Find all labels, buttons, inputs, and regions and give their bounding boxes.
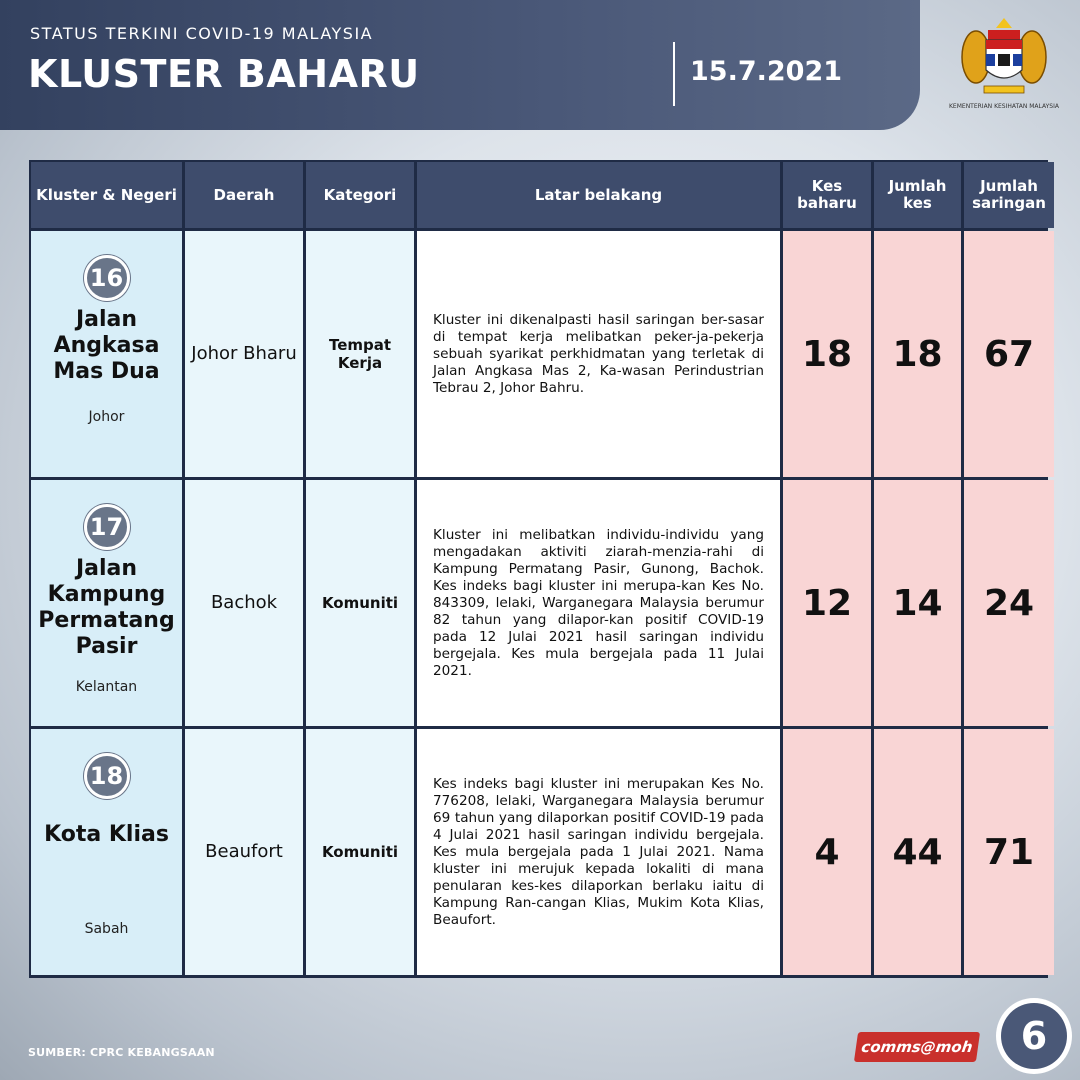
cluster-name: Kota Klias [44, 822, 169, 847]
jumlah-saringan-value: 71 [983, 831, 1035, 873]
latar-text: Kes indeks bagi kluster ini merupakan Kes No. 776208, lelaki, Warganegara Malaysia berumur 69 tahun yang dilaporkan positif COVID-19 pada 4 Julai 2021 hasil saringan individu bergejala. Kes mula bergejala pada 1 Julai 2021. Nama kluster ini merujuk kepada lokaliti di mana penularan kes-kes dilaporkan berlaku iaitu di Kampung Ran-cangan Klias, Mukim Kota Klias, Beaufort. [433, 775, 764, 928]
cluster-number-badge: 16 [84, 255, 130, 301]
jumlah-kes-cell [874, 231, 961, 477]
header-kes-baharu: Kes baharu [783, 162, 871, 228]
cluster-number-badge: 18 [84, 753, 130, 799]
header-divider [673, 42, 675, 106]
daerah-value: Beaufort [205, 841, 283, 862]
header-jumlah-saringan: Jumlah saringan [964, 162, 1054, 228]
daerah-cell [185, 729, 303, 975]
header-banner [0, 0, 920, 130]
kes-baharu-value: 18 [801, 333, 853, 375]
cluster-state: Kelantan [75, 679, 138, 695]
kes-baharu-cell [783, 480, 871, 726]
page-number: 6 [1001, 1003, 1067, 1069]
jumlah-saringan-cell [964, 231, 1054, 477]
page-number-badge [996, 998, 1072, 1074]
cluster-name: Jalan Kampung Permatang Pasir [38, 556, 175, 659]
latar-cell [417, 231, 780, 477]
kes-baharu-value: 12 [801, 582, 853, 624]
header-latar: Latar belakang [417, 162, 780, 228]
kategori-value: Komuniti [321, 594, 399, 612]
cluster-cell [31, 480, 182, 726]
jumlah-saringan-value: 24 [983, 582, 1035, 624]
cluster-name: Jalan Angkasa Mas Dua [53, 307, 160, 384]
jumlah-kes-value: 14 [892, 582, 943, 624]
jumlah-kes-cell [874, 480, 961, 726]
kategori-cell [306, 231, 414, 477]
latar-text: Kluster ini melibatkan individu-individu yang mengadakan aktiviti ziarah-menzia-rahi di Kampung Permatang Pasir, Gunong, Bachok. Kes indeks bagi kluster ini merupa-kan Kes No. 843309, lelaki, Warganegara Malaysia berumur 82 tahun yang dilapor-kan positif COVID-19 pada 12 Julai 2021 hasil saringan individu bergejala. Kes mula bergejala pada 11 Julai 2021. [433, 526, 764, 679]
source-note: SUMBER: CPRC KEBANGSAAN [28, 1046, 215, 1059]
jumlah-saringan-value: 67 [983, 333, 1035, 375]
latar-cell [417, 480, 780, 726]
jumlah-kes-cell [874, 729, 961, 975]
header-cluster: Kluster & Negeri [31, 162, 182, 228]
cluster-cell [31, 231, 182, 477]
jumlah-kes-value: 18 [892, 333, 943, 375]
kategori-cell [306, 480, 414, 726]
header-daerah: Daerah [185, 162, 303, 228]
header-kategori: Kategori [306, 162, 414, 228]
report-date: 15.7.2021 [690, 56, 843, 87]
cluster-table [29, 160, 1048, 978]
cluster-state: Johor [88, 409, 125, 425]
ministry-logo [940, 12, 1068, 120]
malaysia-coat-of-arms-icon [954, 12, 1054, 102]
latar-text: Kluster ini dikenalpasti hasil saringan ber-sasar di tempat kerja melibatkan peker-ja-pekerja sebuah syarikat perkhidmatan yang terletak di Jalan Angkasa Mas 2, Ka-wasan Perindustrian Tebrau 2, Johor Bahru. [433, 311, 764, 396]
kategori-cell [306, 729, 414, 975]
ministry-name: KEMENTERIAN KESIHATAN MALAYSIA [949, 103, 1059, 110]
cluster-number-badge: 17 [84, 504, 130, 550]
daerah-cell [185, 480, 303, 726]
brand-tag: comms@moh [854, 1032, 980, 1062]
jumlah-kes-value: 44 [892, 831, 943, 873]
kategori-value: Komuniti [321, 843, 399, 861]
jumlah-saringan-cell [964, 729, 1054, 975]
page-title: KLUSTER BAHARU [28, 52, 420, 96]
latar-cell [417, 729, 780, 975]
jumlah-saringan-cell [964, 480, 1054, 726]
page-subtitle: STATUS TERKINI COVID-19 MALAYSIA [30, 24, 374, 43]
kes-baharu-value: 4 [814, 831, 840, 873]
cluster-cell [31, 729, 182, 975]
header-jumlah-kes: Jumlah kes [874, 162, 961, 228]
daerah-value: Johor Bharu [191, 343, 297, 364]
kes-baharu-cell [783, 231, 871, 477]
daerah-value: Bachok [210, 592, 278, 613]
cluster-state: Sabah [84, 921, 129, 937]
kategori-value: Tempat Kerja [328, 336, 392, 372]
daerah-cell [185, 231, 303, 477]
kes-baharu-cell [783, 729, 871, 975]
